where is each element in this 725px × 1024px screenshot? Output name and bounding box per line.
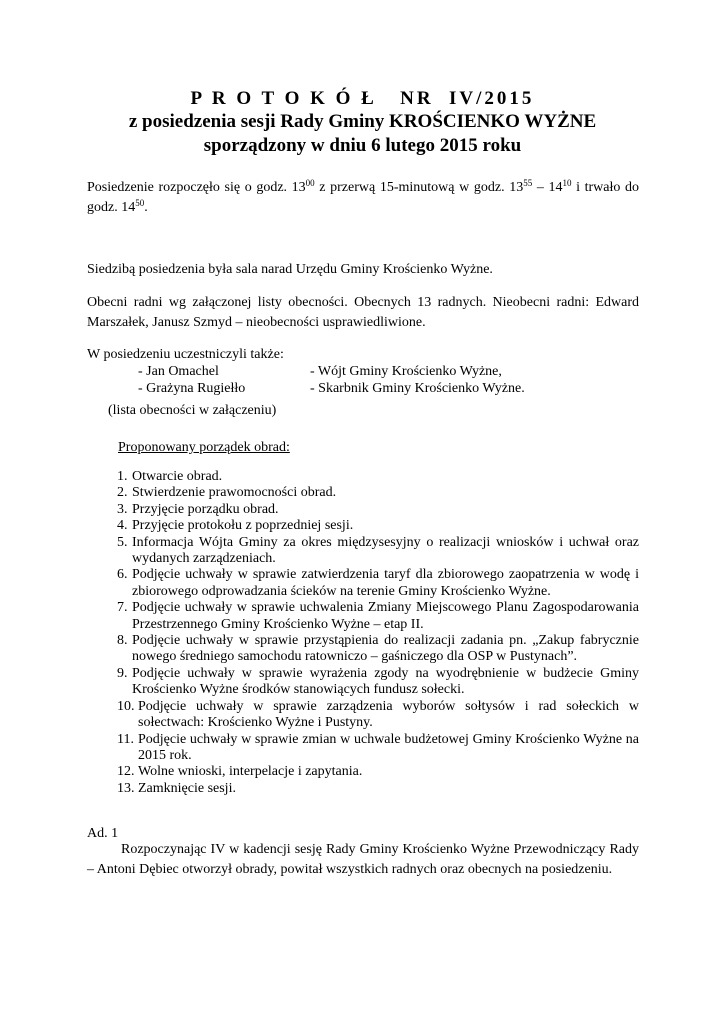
agenda-item: 6. Podjęcie uchwały w sprawie zatwierdzenia taryf dla zbiorowego zaopatrzenia w wodę i zbiorowego odprowadzania ścieków na terenie Gminy Krościenko Wyżne. bbox=[117, 567, 639, 599]
venue-paragraph: Siedzibą posiedzenia była sala narad Urzędu Gminy Krościenko Wyżne. bbox=[87, 262, 493, 277]
agenda-item: 9. Podjęcie uchwały w sprawie wyrażenia zgody na wyodrębnienie w budżecie Gminy Krościenko Wyżne środków stanowiących fundusz sołecki. bbox=[117, 665, 639, 698]
participant-name: - Grażyna Rugiełło bbox=[138, 381, 246, 396]
ad1-label: Ad. 1 bbox=[87, 826, 119, 841]
agenda-item: 4. Przyjęcie protokołu z poprzedniej sesji. bbox=[117, 518, 354, 534]
ad1-paragraph: Rozpoczynając IV w kadencji sesję Rady Gminy Krościenko Wyżne Przewodniczący Rady – Antoni Dębiec otworzył obrady, powitał wszystkich radnych oraz obecnych na posiedzeniu. bbox=[87, 842, 639, 877]
agenda-item: 7. Podjęcie uchwały w sprawie uchwalenia Zmiany Miejscowego Planu Zagospodarowania Przestrzennego Gminy Krościenko Wyżne – etap II. bbox=[117, 600, 639, 632]
participant-name: - Jan Omachel bbox=[138, 364, 219, 379]
protocol-subtitle: z posiedzenia sesji Rady Gminy KROŚCIENKO WYŻNE bbox=[128, 111, 597, 132]
agenda-heading: Proponowany porządek obrad: bbox=[118, 440, 290, 455]
opening-paragraph: Posiedzenie rozpoczęło się o godz. $13^{00}$ z przerwą 15-minutową w godz. $13^{55} - 14^{10}$ i trwało do godz. $14^{50}$. bbox=[87, 178, 640, 215]
agenda-item: 11. Podjęcie uchwały w sprawie zmian w uchwale budżetowej Gminy Krościenko Wyżne na 2015 rok. bbox=[117, 731, 639, 763]
agenda-item: 1. Otwarcie obrad. bbox=[117, 469, 223, 484]
agenda-item: 5. Informacja Wójta Gminy za okres międzysesyjny o realizacji wniosków i uchwał oraz wydanych zarządzeniach. bbox=[117, 534, 639, 567]
agenda-item: 2. Stwierdzenie prawomocności obrad. bbox=[117, 485, 337, 501]
participants-intro: W posiedzeniu uczestniczyli także: bbox=[87, 347, 284, 362]
attendance-note: (lista obecności w załączeniu) bbox=[108, 403, 277, 418]
agenda-item: 8. Podjęcie uchwały w sprawie przystąpienia do realizacji zadania pn. „Zakup fabrycznie nowego średniego samochodu ratowniczo – gaśniczego dla OSP w Pustynach”. bbox=[117, 633, 639, 665]
agenda-list bbox=[117, 469, 639, 797]
agenda-item: 3. Przyjęcie porządku obrad. bbox=[117, 501, 279, 517]
attendance-paragraph: Obecni radni wg załączonej listy obecności. Obecnych 13 radnych. Nieobecni radni: Edward Marszałek, Janusz Szmyd – nieobecności usprawiedliwione. bbox=[87, 295, 639, 330]
participant-role: - Wójt Gminy Krościenko Wyżne, bbox=[310, 364, 502, 379]
agenda-item: 13. Zamknięcie sesji. bbox=[117, 780, 236, 796]
protocol-date-line: sporządzony w dniu 6 lutego 2015 roku bbox=[203, 135, 522, 156]
agenda-item: 12. Wolne wnioski, interpelacje i zapytania. bbox=[117, 764, 363, 780]
protocol-title: P R O T O K Ó Ł NR IV/2015 bbox=[190, 88, 535, 109]
participant-role: - Skarbnik Gminy Krościenko Wyżne. bbox=[310, 381, 525, 396]
agenda-item: 10. Podjęcie uchwały w sprawie zarządzenia wyborów sołtysów i rad sołeckich w sołectwach: Krościenko Wyżne i Pustyny. bbox=[117, 698, 639, 731]
